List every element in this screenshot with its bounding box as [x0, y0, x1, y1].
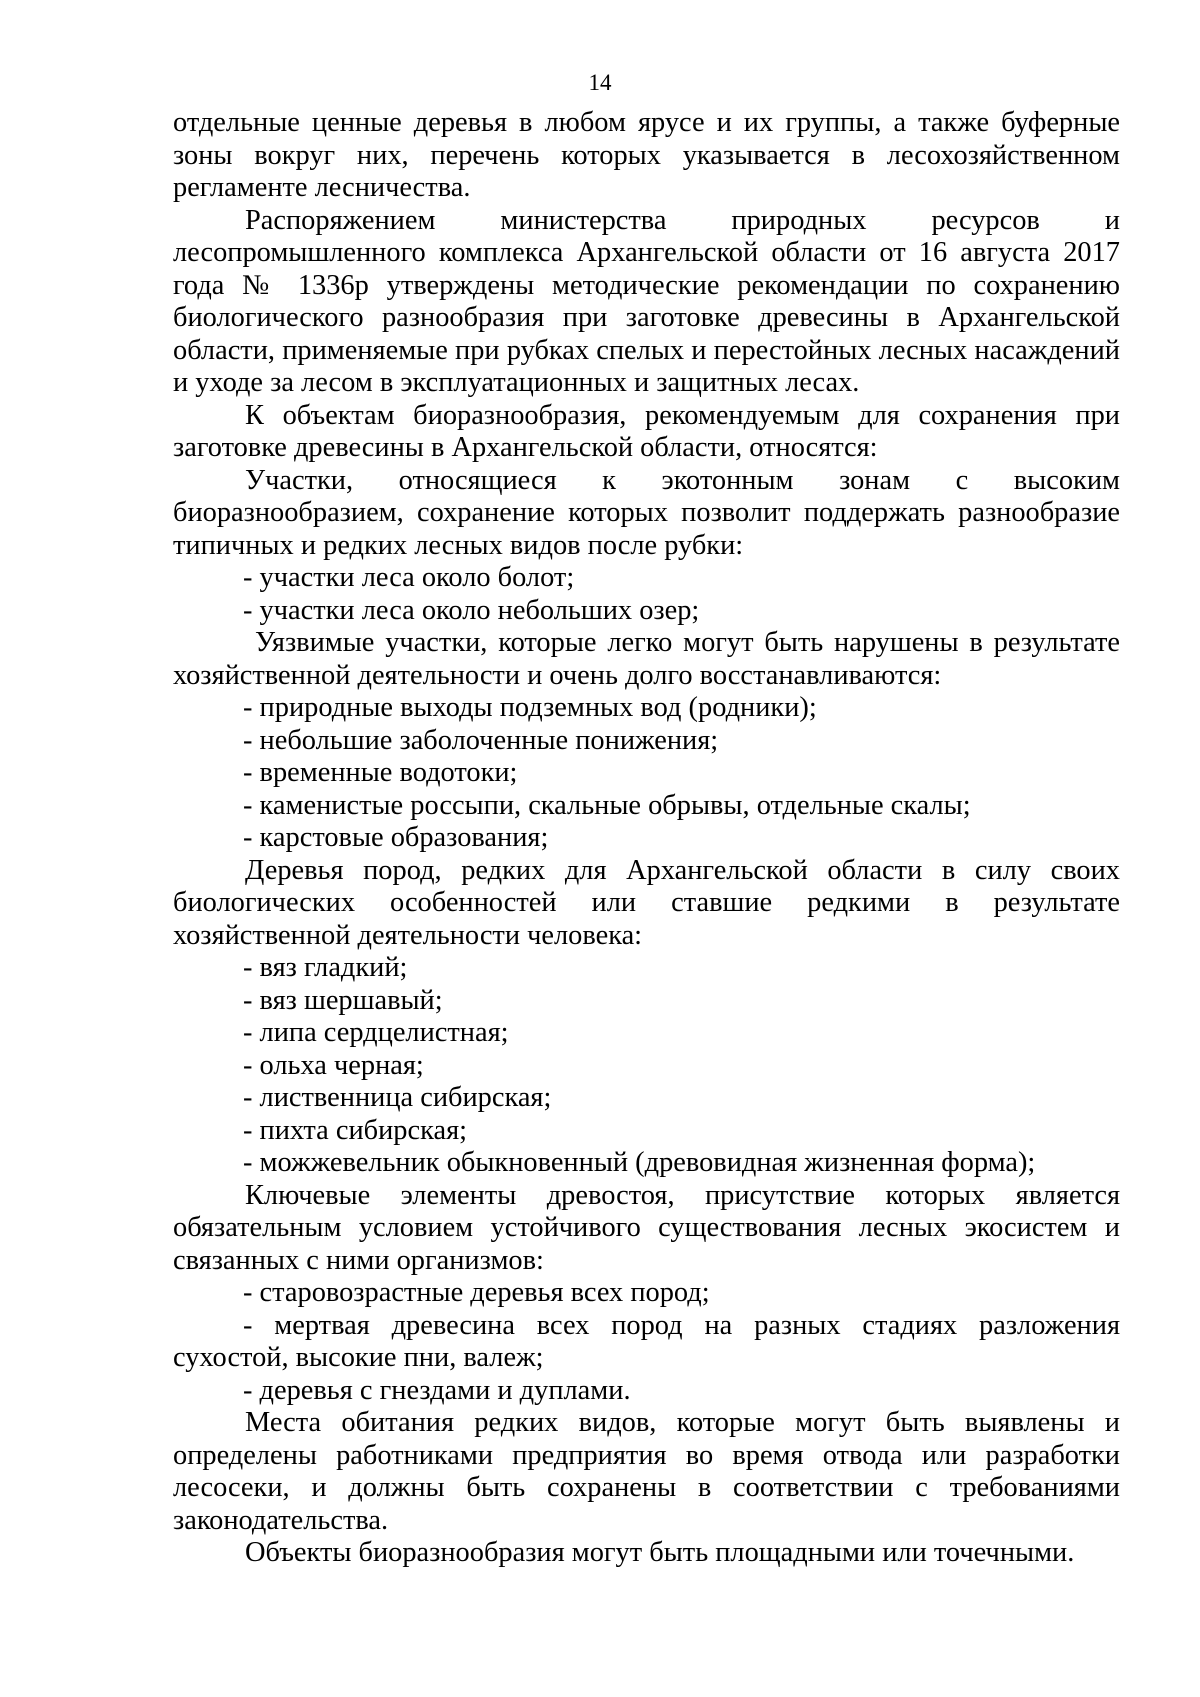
paragraph-9: Объекты биоразнообразия могут быть площадными или точечными.: [245, 1537, 1075, 1568]
list-item: - каменистые россыпи, скальные обрывы, отдельные скалы;: [243, 789, 971, 821]
list-item: - можжевельник обыкновенный (древовидная жизненная форма);: [243, 1147, 1036, 1178]
page-number: 14: [588, 70, 612, 95]
list-item: - старовозрастные деревья всех пород;: [243, 1277, 710, 1308]
list-item: - карстовые образования;: [243, 822, 549, 853]
list-item: - пихта сибирская;: [243, 1114, 468, 1146]
list-item: - лиственница сибирская;: [243, 1082, 552, 1113]
list-item: - временные водотоки;: [243, 757, 518, 788]
paragraph-3: К объектам биоразнообразия, рекомендуемым для сохранения при заготовке древесины в Архангельской области, относятся:: [173, 399, 1120, 463]
paragraph-8: Места обитания редких видов, которые могут быть выявлены и определены работниками предприятия во время отвода или разработки лесосеки, и должны быть сохранены в соответствии с требованиями законодательства.: [173, 1407, 1120, 1536]
list-item: - небольшие заболоченные понижения;: [243, 724, 719, 756]
list-item: - мертвая древесина всех пород на разных стадиях разложения сухостой, высокие пни, валеж;: [173, 1309, 1120, 1373]
paragraph-2: Распоряжением министерства природных ресурсов и лесопромышленного комплекса Архангельской области от 16 августа 2017 года № 1336р утверждены методические рекомендации по сохранению биологического разнообразия при заготовке древесины в Архангельской области, применяемые при рубках спелых и перестойных лесных насаждений и уходе за лесом в эксплуатационных и защитных лесах.: [173, 204, 1120, 398]
paragraph-7: Ключевые элементы древостоя, присутствие которых является обязательным условием устойчивого существования лесных экосистем и связанных с ними организмов:: [173, 1179, 1120, 1276]
list-item: - вяз гладкий;: [243, 952, 408, 983]
list-item: - участки леса около небольших озер;: [243, 594, 700, 626]
paragraph-6: Деревья пород, редких для Архангельской области в силу своих биологических особенностей или ставшие редкими в результате хозяйственной деятельности человека:: [173, 854, 1120, 951]
list-item: - деревья с гнездами и дуплами.: [243, 1374, 631, 1406]
paragraph-5: Уязвимые участки, которые легко могут быть нарушены в результате хозяйственной деятельности и очень долго восстанавливаются:: [173, 627, 1120, 691]
paragraph-4: Участки, относящиеся к экотонным зонам с высоким биоразнообразием, сохранение которых позволит поддержать разнообразие типичных и редких лесных видов после рубки:: [173, 464, 1120, 561]
list-item: - вяз шершавый;: [243, 984, 443, 1016]
list-item: - участки леса около болот;: [243, 562, 575, 593]
document-body: [173, 107, 1120, 1570]
list-item: - липа сердцелистная;: [243, 1017, 509, 1048]
paragraph-1: отдельные ценные деревья в любом ярусе и их группы, а также буферные зоны вокруг них, перечень которых указывается в лесохозяйственном регламенте лесничества.: [173, 107, 1120, 203]
list-item: - ольха черная;: [243, 1049, 424, 1081]
list-item: - природные выходы подземных вод (родники);: [243, 692, 817, 723]
